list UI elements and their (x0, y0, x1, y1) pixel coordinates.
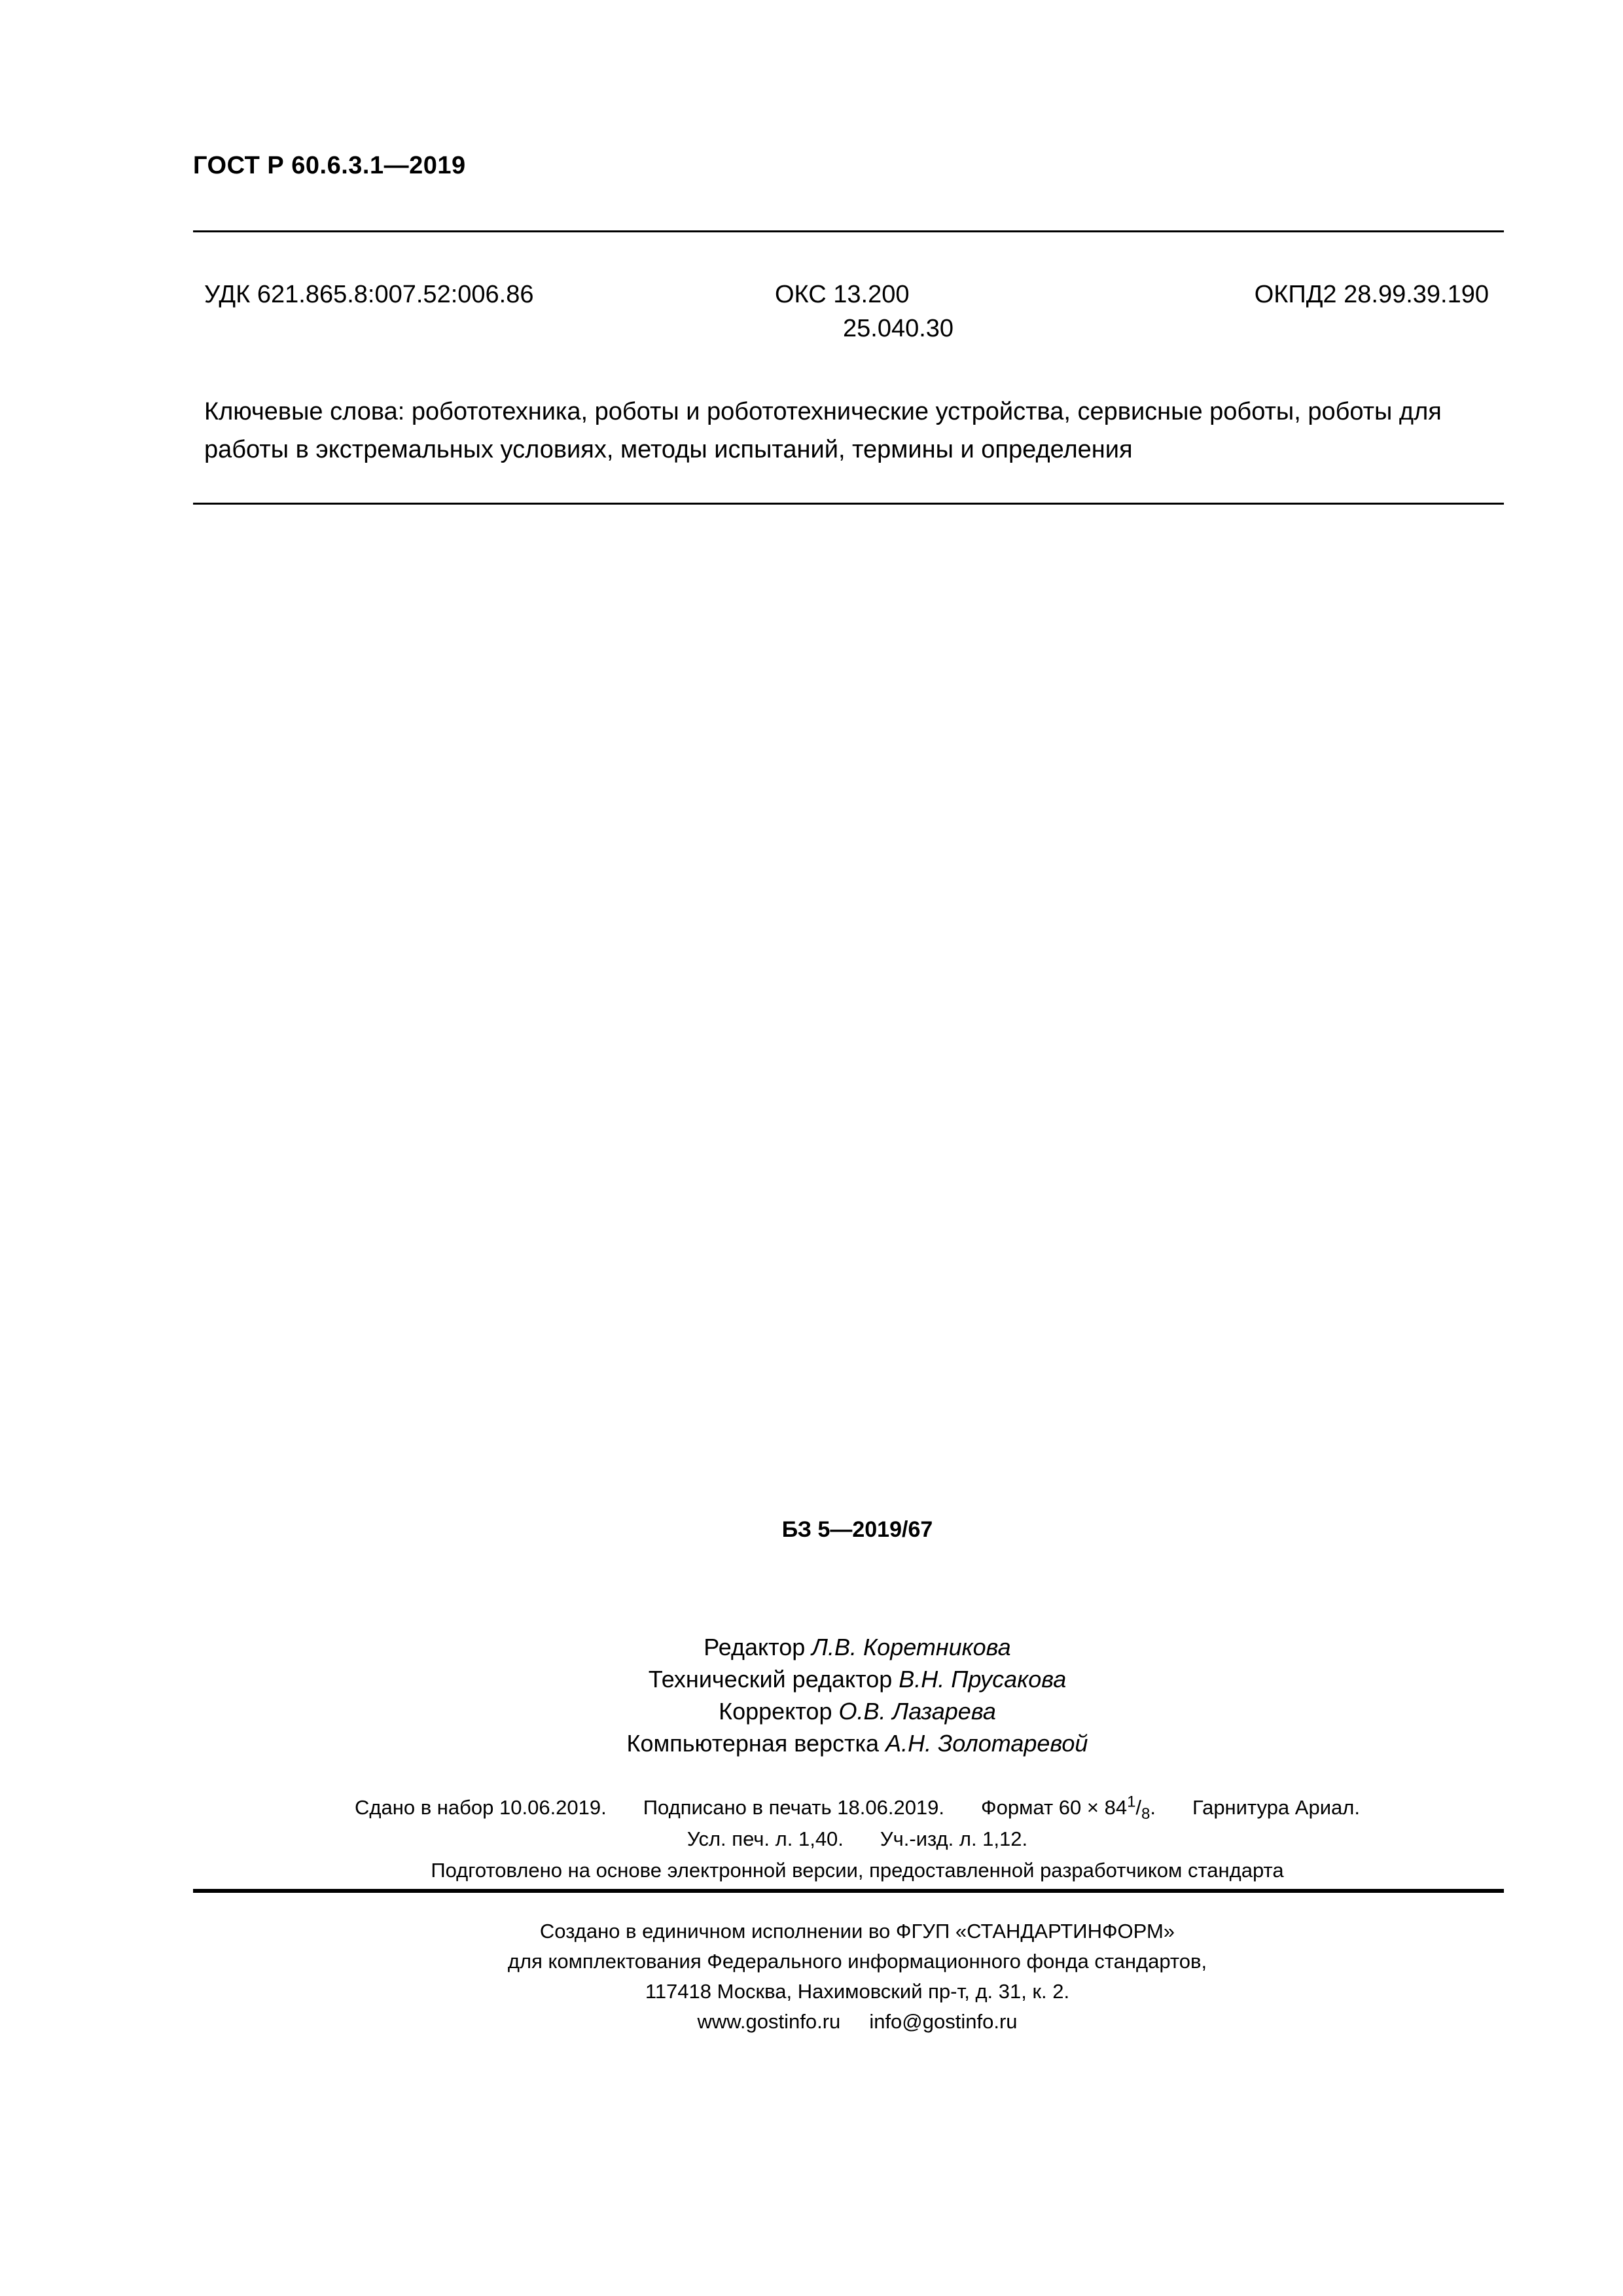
publisher-line-2: для комплектования Федерального информационного фонда стандартов, (507, 1950, 1207, 1973)
top-divider (193, 230, 1504, 232)
staff-editor (92, 1631, 1623, 1663)
staff-name: А.Н. Золотаревой (885, 1730, 1088, 1757)
staff-role: Корректор (719, 1698, 832, 1725)
website-link[interactable]: www.gostinfo.ru (697, 2010, 841, 2033)
print-info-line-1 (92, 1792, 1623, 1823)
staff-proofreader (92, 1695, 1623, 1727)
oks-line-1: ОКС 13.200 (775, 281, 910, 308)
staff-role: Редактор (704, 1634, 806, 1660)
okpd-code: ОКПД2 28.99.39.190 (1254, 281, 1489, 308)
email-link[interactable]: info@gostinfo.ru (869, 2010, 1018, 2033)
keywords-paragraph: Ключевые слова: робототехника, роботы и робототехнические устройства, сервисные роботы, роботы для работы в экстремальных условиях, методы испытаний, термины и определения (204, 398, 1442, 463)
publisher-divider (193, 1889, 1504, 1893)
publisher-line-1: Создано в единичном исполнении во ФГУП «СТАНДАРТИНФОРМ» (539, 1920, 1175, 1943)
publisher-info (0, 1916, 1623, 2037)
oks-line-2: 25.040.30 (843, 315, 954, 342)
paper-format: Формат $60 \times 84^1/_8$. (981, 1793, 1156, 1823)
staff-name: О.В. Лазарева (838, 1698, 996, 1725)
staff-role: Технический редактор (648, 1666, 893, 1693)
typeface: Гарнитура Ариал. (1192, 1796, 1360, 1819)
prepared-note: Подготовлено на основе электронной версии, предоставленной разработчиком стандарта (431, 1859, 1284, 1882)
udk-code: УДК 621.865.8:007.52:006.86 (204, 281, 534, 308)
submitted-date: Сдано в набор 10.06.2019. (355, 1796, 607, 1819)
publisher-address: 117418 Москва, Нахимовский пр-т, д. 31, к. 2. (645, 1980, 1070, 2003)
uch-izd-sheets: Уч.-изд. л. 1,12. (880, 1827, 1028, 1850)
staff-tech-editor (92, 1663, 1623, 1695)
staff-list (0, 1631, 1623, 1759)
staff-name: В.Н. Прусакова (899, 1666, 1067, 1693)
document-code: ГОСТ Р 60.6.3.1—2019 (193, 152, 466, 179)
print-info-line-2 (92, 1823, 1623, 1855)
usl-pech-sheets: Усл. печ. л. 1,40. (687, 1827, 844, 1850)
keywords-divider (193, 503, 1504, 505)
oks-code (775, 278, 954, 346)
staff-role: Компьютерная верстка (626, 1730, 880, 1757)
staff-layout (92, 1727, 1623, 1759)
print-info (0, 1792, 1623, 1886)
publisher-contacts (92, 2007, 1623, 2037)
staff-name: Л.В. Коретникова (812, 1634, 1011, 1660)
signed-date: Подписано в печать 18.06.2019. (643, 1796, 945, 1819)
bz-number: БЗ 5—2019/67 (781, 1517, 933, 1542)
